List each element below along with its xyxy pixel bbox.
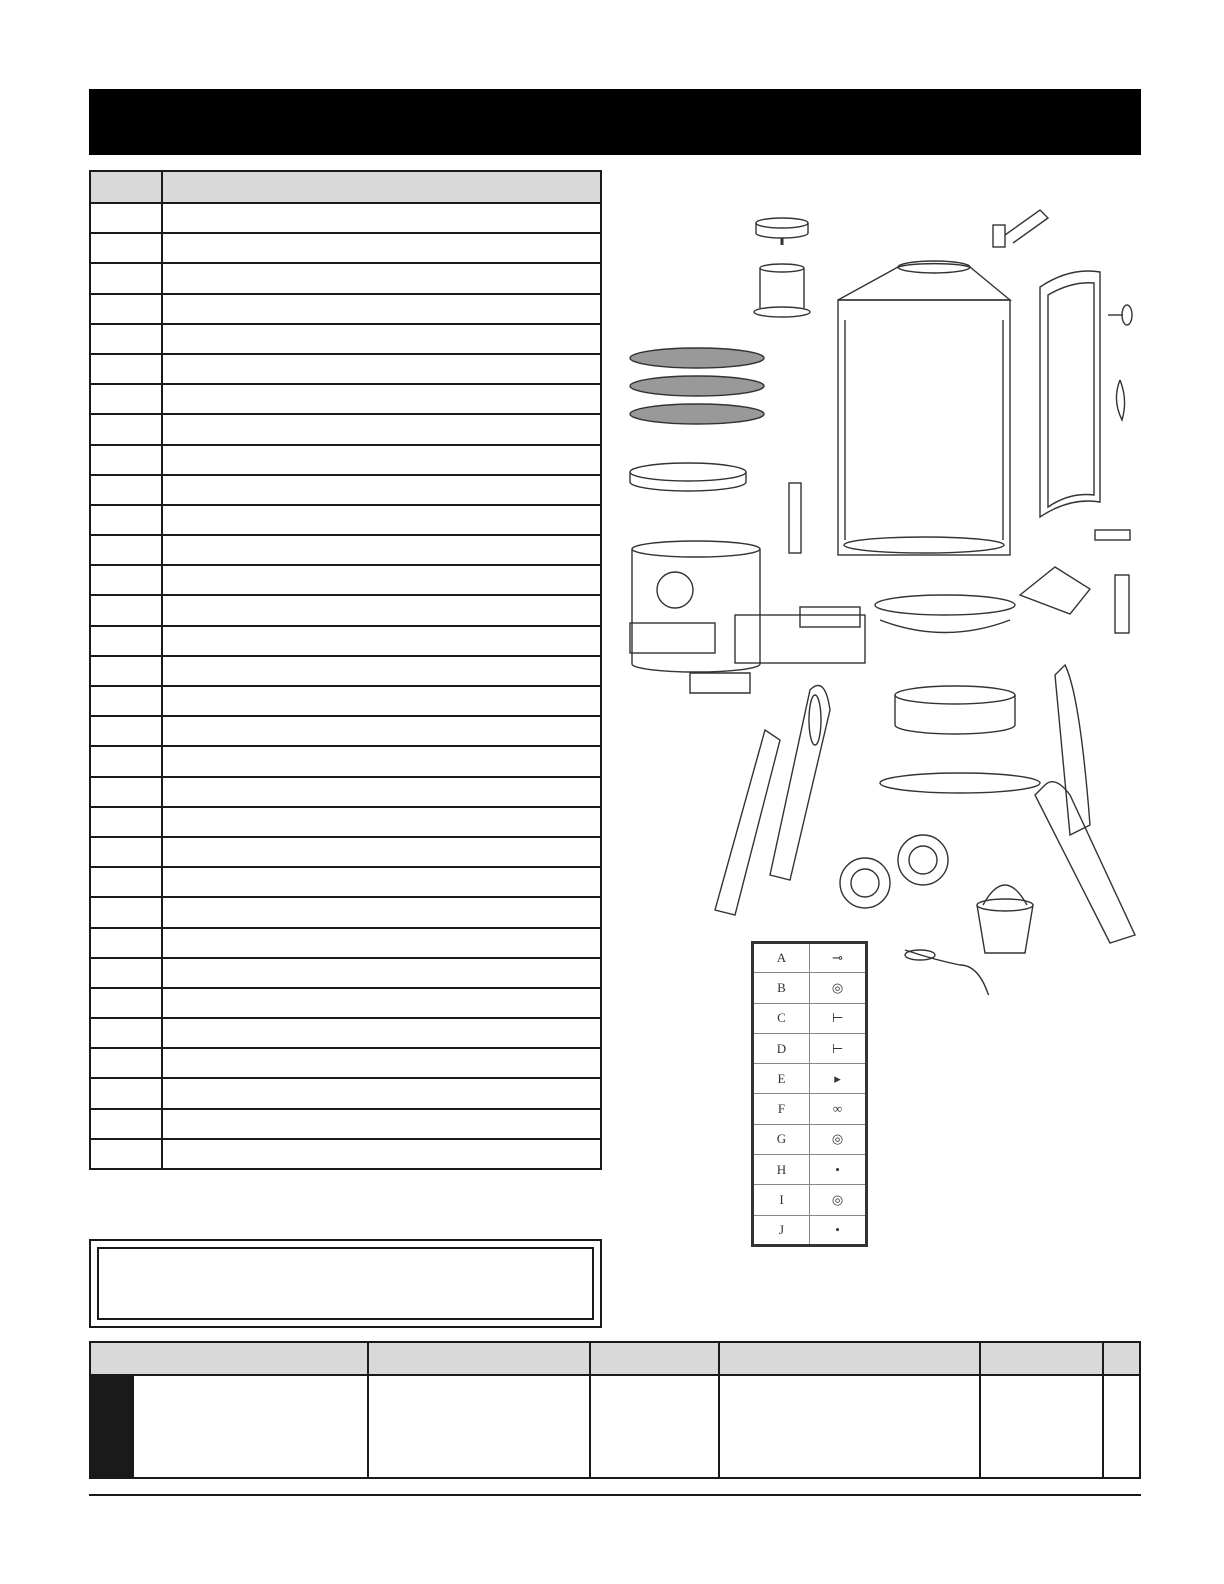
spec-header-cell	[90, 1342, 368, 1375]
hardware-letter: A	[753, 943, 810, 973]
parts-list-row	[90, 807, 601, 837]
spec-header-cell	[980, 1342, 1103, 1375]
hardware-row	[753, 1185, 867, 1215]
part-description-cell	[162, 384, 601, 414]
hardware-letter: C	[753, 1003, 810, 1033]
part-number-cell	[90, 203, 162, 233]
part-description-cell	[162, 837, 601, 867]
part-number-cell	[90, 445, 162, 475]
exploded-parts-diagram	[615, 195, 1155, 995]
parts-list-row	[90, 1139, 601, 1169]
spec-header-cell	[719, 1342, 980, 1375]
part-description-cell	[162, 746, 601, 776]
spec-header-cell	[1103, 1342, 1140, 1375]
part-number-cell	[90, 565, 162, 595]
hardware-letter: H	[753, 1155, 810, 1185]
parts-list-row	[90, 203, 601, 233]
part-number-cell	[90, 777, 162, 807]
part-number-cell	[90, 535, 162, 565]
part-number-cell	[90, 324, 162, 354]
part-number-cell	[90, 656, 162, 686]
part-description-cell	[162, 716, 601, 746]
parts-list-row	[90, 988, 601, 1018]
parts-list-row	[90, 1078, 601, 1108]
spec-cell	[133, 1375, 368, 1478]
parts-list-row	[90, 565, 601, 595]
spec-cell	[1103, 1375, 1140, 1478]
leg-right-front	[1035, 782, 1135, 943]
part-description-cell	[162, 1078, 601, 1108]
part-number-cell	[90, 505, 162, 535]
part-description-cell	[162, 565, 601, 595]
spec-header-cell	[368, 1342, 590, 1375]
part-description-cell	[162, 445, 601, 475]
nut-icon: •	[810, 1155, 867, 1185]
part-description-cell	[162, 203, 601, 233]
bolt-icon: ⊢	[810, 1033, 867, 1063]
part-description-cell	[162, 958, 601, 988]
smoker-body	[838, 261, 1010, 555]
parts-list-row	[90, 233, 601, 263]
hardware-row	[753, 1155, 867, 1185]
hardware-table	[751, 941, 868, 1247]
part-number-cell	[90, 837, 162, 867]
note-box	[89, 1239, 602, 1328]
spec-cell	[368, 1375, 590, 1478]
part-number-cell	[90, 716, 162, 746]
note-box-inner	[97, 1247, 594, 1320]
leg-front-left	[715, 730, 780, 915]
hardware-row	[753, 973, 867, 1003]
part-description-cell	[162, 414, 601, 444]
hardware-row	[753, 1033, 867, 1063]
hardware-letter: B	[753, 973, 810, 1003]
part-number-cell	[90, 746, 162, 776]
leg-right-back	[1055, 665, 1090, 835]
parts-list-row	[90, 958, 601, 988]
part-number-cell	[90, 988, 162, 1018]
part-description-cell	[162, 354, 601, 384]
part-number-cell	[90, 475, 162, 505]
hardware-letter: F	[753, 1094, 810, 1124]
hardware-letter: D	[753, 1033, 810, 1063]
part-description-cell	[162, 294, 601, 324]
hardware-row	[753, 1003, 867, 1033]
section-tab	[90, 1375, 133, 1478]
cooking-grates	[630, 348, 764, 424]
parts-list-row	[90, 263, 601, 293]
heat-deflector-ring	[895, 686, 1015, 734]
hardware-letter: E	[753, 1064, 810, 1094]
washer-icon: ◎	[810, 1124, 867, 1154]
part-description-cell	[162, 324, 601, 354]
part-description-cell	[162, 686, 601, 716]
parts-list-row	[90, 475, 601, 505]
footer-rule	[89, 1494, 1141, 1496]
parts-list-row	[90, 1018, 601, 1048]
parts-list-row	[90, 414, 601, 444]
part-description-cell	[162, 505, 601, 535]
parts-list-row	[90, 867, 601, 897]
hardware-row	[753, 1124, 867, 1154]
hardware-row	[753, 943, 867, 973]
base-ring	[875, 595, 1015, 633]
part-number-cell	[90, 928, 162, 958]
part-number-cell	[90, 807, 162, 837]
parts-list-row	[90, 595, 601, 625]
part-number-cell	[90, 1139, 162, 1169]
hardware-letter: G	[753, 1124, 810, 1154]
washer-icon: ◎	[810, 1185, 867, 1215]
chimney-pipe	[754, 264, 810, 317]
part-number-cell	[90, 384, 162, 414]
hitch-pin-icon: ⊸	[810, 943, 867, 973]
part-description-cell	[162, 595, 601, 625]
part-number-cell	[90, 867, 162, 897]
part-number-cell	[90, 414, 162, 444]
part-description-cell	[162, 928, 601, 958]
parts-list-row	[90, 656, 601, 686]
part-description-cell	[162, 656, 601, 686]
chimney-cap	[756, 218, 808, 245]
grease-bucket	[977, 885, 1033, 953]
part-description-cell	[162, 475, 601, 505]
wheels	[840, 835, 948, 908]
spec-row	[90, 1375, 1140, 1478]
part-description-cell	[162, 1109, 601, 1139]
drip-tray	[880, 773, 1040, 793]
part-number-cell	[90, 263, 162, 293]
smoker-door	[1040, 271, 1100, 517]
part-description-cell	[162, 1018, 601, 1048]
handle-assembly	[993, 210, 1048, 247]
hardware-row	[753, 1094, 867, 1124]
part-description-cell	[162, 897, 601, 927]
parts-list-row	[90, 324, 601, 354]
hardware-letter: J	[753, 1215, 810, 1245]
meat-probe	[905, 950, 990, 995]
bolt-icon: ⊢	[810, 1003, 867, 1033]
parts-list-row	[90, 505, 601, 535]
part-description-cell	[162, 233, 601, 263]
parts-list-row	[90, 445, 601, 475]
part-number-cell	[90, 1109, 162, 1139]
parts-list-row	[90, 354, 601, 384]
part-number-cell	[90, 354, 162, 384]
part-description-cell	[162, 535, 601, 565]
parts-list-row	[90, 1109, 601, 1139]
part-number-cell	[90, 958, 162, 988]
parts-list-row	[90, 837, 601, 867]
parts-list-row	[90, 746, 601, 776]
parts-list-row	[90, 777, 601, 807]
spec-cell	[980, 1375, 1103, 1478]
nut-icon: •	[810, 1215, 867, 1245]
parts-list-row	[90, 384, 601, 414]
page-title-bar	[89, 89, 1141, 155]
hardware-row	[753, 1215, 867, 1245]
parts-list-row	[90, 716, 601, 746]
part-number-cell	[90, 626, 162, 656]
leg-front-mid	[770, 686, 830, 881]
part-description-cell	[162, 867, 601, 897]
side-bracket	[789, 483, 801, 553]
spec-table	[89, 1341, 1141, 1479]
part-number-cell	[90, 1048, 162, 1078]
parts-list-header	[90, 171, 601, 203]
fire-pot-controller	[630, 541, 865, 693]
washer-icon: ◎	[810, 973, 867, 1003]
cotter-pin-icon: ∞	[810, 1094, 867, 1124]
spec-cell	[719, 1375, 980, 1478]
part-description-cell	[162, 626, 601, 656]
parts-list-row	[90, 1048, 601, 1078]
parts-list-row	[90, 626, 601, 656]
part-description-cell	[162, 1139, 601, 1169]
water-pan	[630, 463, 746, 491]
part-number-header	[90, 171, 162, 203]
screw-icon: ▸	[810, 1064, 867, 1094]
parts-list-row	[90, 294, 601, 324]
spec-header	[90, 1342, 1140, 1375]
part-number-cell	[90, 897, 162, 927]
part-description-cell	[162, 777, 601, 807]
part-description-header	[162, 171, 601, 203]
part-number-cell	[90, 294, 162, 324]
part-description-cell	[162, 807, 601, 837]
part-number-cell	[90, 233, 162, 263]
hardware-row	[753, 1064, 867, 1094]
part-description-cell	[162, 263, 601, 293]
parts-list-row	[90, 686, 601, 716]
parts-list-row	[90, 535, 601, 565]
bracket-mount	[1020, 530, 1130, 633]
part-description-cell	[162, 1048, 601, 1078]
part-number-cell	[90, 1018, 162, 1048]
parts-list-row	[90, 897, 601, 927]
spec-cell	[590, 1375, 719, 1478]
parts-list-row	[90, 928, 601, 958]
part-number-cell	[90, 595, 162, 625]
door-latch	[1108, 305, 1132, 420]
part-description-cell	[162, 988, 601, 1018]
spec-header-cell	[590, 1342, 719, 1375]
parts-list-table	[89, 170, 602, 1170]
part-number-cell	[90, 686, 162, 716]
part-number-cell	[90, 1078, 162, 1108]
hardware-letter: I	[753, 1185, 810, 1215]
